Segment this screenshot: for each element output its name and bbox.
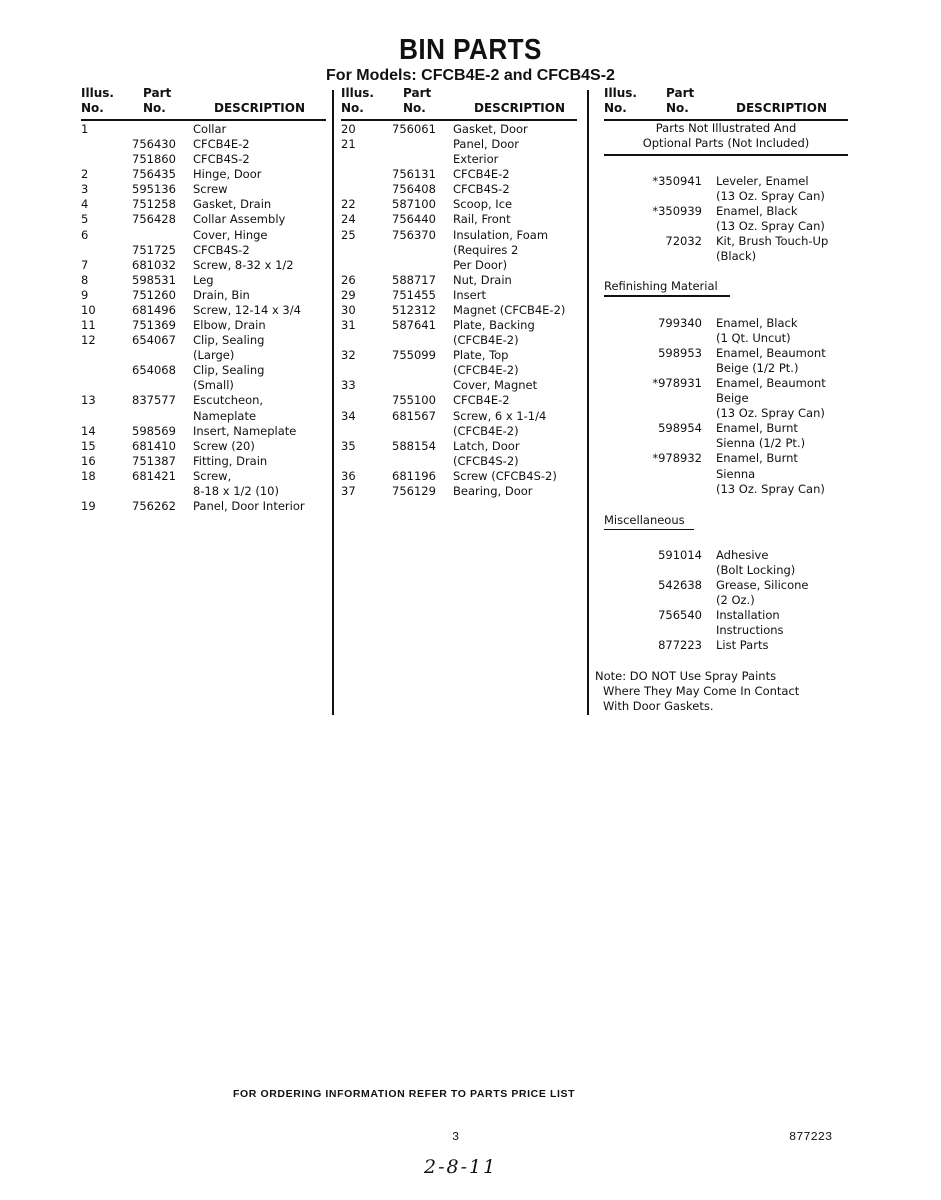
- illus-number: 14: [81, 423, 96, 438]
- parts-row: [341, 122, 577, 137]
- header-illus-no: No.: [341, 101, 364, 115]
- parts-row: [604, 249, 848, 264]
- header-part-no: No.: [143, 101, 166, 115]
- part-description: (13 Oz. Spray Can): [716, 189, 825, 204]
- header-illus: Illus.: [604, 86, 637, 100]
- header-illus: Illus.: [81, 86, 114, 100]
- header-illus-no: No.: [604, 101, 627, 115]
- document-number: 877223: [789, 1130, 833, 1144]
- ordering-info-footer: FOR ORDERING INFORMATION REFER TO PARTS PRICE LIST: [233, 1088, 576, 1100]
- part-description: CFCB4S-2: [193, 242, 250, 257]
- part-number: 756370: [392, 227, 436, 242]
- part-number: *350939: [652, 204, 702, 219]
- part-number: 598569: [132, 423, 176, 438]
- part-description: Fitting, Drain: [193, 453, 268, 468]
- part-number: 756428: [132, 212, 176, 227]
- parts-row: [604, 548, 848, 563]
- parts-row: [341, 137, 577, 152]
- part-description: (CFCB4S-2): [453, 453, 519, 468]
- part-description: Nameplate: [193, 408, 257, 423]
- part-description: Panel, Door: [453, 137, 519, 152]
- part-description: Collar: [193, 122, 227, 136]
- parts-row: [81, 393, 326, 408]
- part-number: 681196: [392, 468, 436, 483]
- part-description: Escutcheon,: [193, 393, 264, 408]
- parts-row: [604, 174, 848, 189]
- part-number: 751260: [132, 287, 176, 302]
- part-description: Screw,: [193, 468, 232, 483]
- part-number: 755099: [392, 348, 436, 363]
- part-number: 681410: [132, 438, 176, 453]
- part-description: (CFCB4E-2): [453, 333, 519, 348]
- illus-number: 29: [341, 287, 356, 302]
- illus-number: 3: [81, 182, 89, 197]
- part-number: 595136: [132, 182, 176, 197]
- parts-row: [604, 608, 848, 623]
- part-description: Scoop, Ice: [453, 197, 513, 212]
- part-description: Clip, Sealing: [193, 333, 265, 348]
- page-title: BIN PARTS: [399, 34, 542, 66]
- part-number: 512312: [392, 302, 436, 317]
- part-description: CFCB4S-2: [193, 152, 250, 167]
- part-description: Leveler, Enamel: [716, 174, 809, 188]
- part-number: 756131: [392, 167, 436, 182]
- parts-row: [604, 391, 848, 406]
- part-description: Plate, Backing: [453, 318, 535, 333]
- part-description: Exterior: [453, 152, 499, 167]
- parts-row: [81, 258, 326, 273]
- header-part-no: No.: [666, 101, 689, 115]
- note-line: Where They May Come In Contact: [603, 684, 800, 698]
- part-description: (CFCB4E-2): [453, 363, 519, 378]
- part-description: (Requires 2: [453, 242, 519, 257]
- parts-row: [604, 578, 848, 593]
- illus-number: 21: [341, 137, 356, 152]
- parts-row: [604, 593, 848, 608]
- part-number: 598953: [658, 346, 702, 361]
- part-description: Instructions: [716, 623, 784, 638]
- part-number: 751725: [132, 242, 176, 257]
- illus-number: 9: [81, 287, 89, 302]
- part-description: CFCB4E-2: [193, 137, 250, 152]
- part-number: 598531: [132, 272, 176, 287]
- part-description: Per Door): [453, 257, 508, 272]
- parts-row: [341, 182, 577, 197]
- parts-row: [604, 623, 848, 638]
- parts-row: [81, 228, 326, 243]
- part-description: Grease, Silicone: [716, 578, 809, 593]
- part-description: Screw, 12-14 x 3/4: [193, 302, 301, 317]
- parts-row: [604, 219, 848, 234]
- parts-row: [604, 376, 848, 391]
- part-description: Sienna: [716, 466, 756, 481]
- parts-row: [81, 348, 326, 363]
- part-description: Screw, 6 x 1-1/4: [453, 408, 547, 423]
- part-description: Panel, Door Interior: [193, 499, 305, 513]
- parts-row: [341, 258, 577, 273]
- part-number: 751860: [132, 152, 176, 167]
- part-description: Drain, Bin: [193, 287, 250, 302]
- parts-row: [341, 333, 577, 348]
- part-description: (13 Oz. Spray Can): [716, 219, 825, 234]
- part-description: Leg: [193, 272, 214, 287]
- header-part: Part: [143, 86, 172, 100]
- illus-number: 33: [341, 378, 356, 393]
- part-number: 542638: [658, 578, 702, 593]
- part-description: 8-18 x 1/2 (10): [193, 483, 279, 498]
- parts-row: [604, 563, 848, 578]
- illus-number: 12: [81, 333, 96, 348]
- parts-row: [81, 182, 326, 197]
- parts-row: [81, 273, 326, 288]
- illus-number: 15: [81, 438, 96, 453]
- parts-row: [81, 303, 326, 318]
- illus-number: 31: [341, 318, 356, 333]
- part-number: 587100: [392, 197, 436, 212]
- illus-number: 6: [81, 227, 89, 242]
- illus-number: 8: [81, 272, 89, 287]
- part-number: 588154: [392, 438, 436, 453]
- part-description: Beige (1/2 Pt.): [716, 361, 799, 376]
- part-description: Installation: [716, 608, 780, 623]
- part-number: 756440: [392, 212, 436, 227]
- part-description: Cover, Magnet: [453, 378, 538, 393]
- section-note-not-illustrated: [604, 121, 848, 151]
- miscellaneous-label: Miscellaneous: [604, 513, 685, 527]
- parts-row: [604, 451, 848, 466]
- part-description: Hinge, Door: [193, 167, 262, 182]
- parts-row: [341, 318, 577, 333]
- note-line: Note: DO NOT Use Spray Paints: [595, 669, 777, 683]
- parts-row: [341, 424, 577, 439]
- part-description: Gasket, Drain: [193, 197, 272, 212]
- part-description: Screw: [193, 182, 228, 197]
- parts-row: [81, 243, 326, 258]
- part-number: 756262: [132, 499, 176, 513]
- column-header: [341, 86, 577, 120]
- part-description: (1 Qt. Uncut): [716, 331, 791, 346]
- parts-row: [341, 243, 577, 258]
- header-part: Part: [403, 86, 432, 100]
- column-header: [81, 86, 326, 120]
- illus-number: 22: [341, 197, 356, 212]
- part-number: 837577: [132, 393, 176, 408]
- parts-row: [81, 288, 326, 303]
- part-number: 681567: [392, 408, 436, 423]
- part-number: *350941: [652, 174, 702, 188]
- part-description: Plate, Top: [453, 348, 509, 363]
- illus-number: 35: [341, 438, 356, 453]
- header-description: DESCRIPTION: [736, 101, 828, 115]
- part-number: 588717: [392, 272, 436, 287]
- illus-number: 36: [341, 468, 356, 483]
- part-description: Magnet (CFCB4E-2): [453, 302, 566, 317]
- part-description: Rail, Front: [453, 212, 511, 227]
- part-description: Screw, 8-32 x 1/2: [193, 257, 294, 272]
- parts-row: [81, 469, 326, 484]
- parts-row: [81, 167, 326, 182]
- parts-row: [341, 363, 577, 378]
- part-description: Screw (20): [193, 438, 255, 453]
- column-2: [341, 86, 577, 498]
- illus-number: 10: [81, 302, 96, 317]
- part-number: 755100: [392, 393, 436, 408]
- parts-row: [341, 212, 577, 227]
- part-description: Gasket, Door: [453, 122, 528, 136]
- part-description: Enamel, Black: [716, 204, 798, 219]
- parts-row: [341, 348, 577, 363]
- part-number: 598954: [658, 421, 702, 436]
- part-description: Enamel, Burnt: [716, 421, 798, 436]
- part-description: CFCB4S-2: [453, 182, 510, 197]
- part-description: Enamel, Burnt: [716, 451, 798, 466]
- illus-number: 5: [81, 212, 89, 227]
- illus-number: 19: [81, 499, 96, 513]
- part-description: Enamel, Black: [716, 316, 798, 330]
- part-number: 654067: [132, 333, 176, 348]
- parts-row: [341, 167, 577, 182]
- section-rule: [604, 154, 848, 156]
- spray-paint-note: [595, 669, 799, 714]
- parts-row: [81, 212, 326, 227]
- parts-row: [604, 331, 848, 346]
- parts-row: [604, 204, 848, 219]
- column-divider: [332, 90, 334, 715]
- parts-row: [341, 273, 577, 288]
- parts-row: [604, 482, 848, 497]
- parts-row: [81, 197, 326, 212]
- part-description: Clip, Sealing: [193, 363, 265, 378]
- illus-number: 4: [81, 197, 89, 212]
- parts-row: [341, 439, 577, 454]
- header-illus-no: No.: [81, 101, 104, 115]
- part-description: Screw (CFCB4S-2): [453, 468, 557, 483]
- part-description: (Black): [716, 249, 757, 264]
- parts-row: [341, 228, 577, 243]
- parts-row: [341, 484, 577, 499]
- part-description: Elbow, Drain: [193, 318, 266, 333]
- header-part-no: No.: [403, 101, 426, 115]
- part-description: Kit, Brush Touch-Up: [716, 234, 829, 249]
- illus-number: 25: [341, 227, 356, 242]
- part-description: Beige: [716, 391, 749, 406]
- part-number: 681421: [132, 468, 176, 483]
- header-part: Part: [666, 86, 695, 100]
- part-number: 681496: [132, 302, 176, 317]
- part-description: Enamel, Beaumont: [716, 346, 826, 361]
- header-rule: [81, 119, 326, 121]
- part-number: 591014: [658, 548, 702, 562]
- part-description: (Bolt Locking): [716, 563, 796, 578]
- illus-number: 32: [341, 348, 356, 363]
- refinishing-label: Refinishing Material: [604, 279, 718, 293]
- parts-row: [604, 361, 848, 376]
- parts-row: [81, 424, 326, 439]
- part-number: 751455: [392, 287, 436, 302]
- section-note-line: Optional Parts (Not Included): [642, 136, 810, 150]
- part-number: 799340: [658, 316, 702, 330]
- parts-row: [604, 316, 848, 331]
- parts-row: [604, 234, 848, 249]
- parts-row: [604, 189, 848, 204]
- part-number: *978931: [652, 376, 702, 391]
- parts-row: [341, 288, 577, 303]
- illus-number: 11: [81, 318, 96, 333]
- parts-row: [604, 467, 848, 482]
- part-description: Insulation, Foam: [453, 227, 549, 242]
- part-description: Cover, Hinge: [193, 227, 268, 242]
- parts-row: [81, 122, 326, 137]
- parts-row: [81, 499, 326, 514]
- column-divider: [587, 90, 589, 715]
- parts-row: [81, 454, 326, 469]
- column-1: [81, 86, 326, 513]
- parts-row: [81, 318, 326, 333]
- part-description: List Parts: [716, 638, 769, 653]
- parts-row: [81, 484, 326, 499]
- part-description: Bearing, Door: [453, 483, 533, 498]
- header-description: DESCRIPTION: [474, 101, 566, 115]
- illus-number: 7: [81, 257, 89, 272]
- part-number: 756430: [132, 137, 176, 152]
- illus-number: 34: [341, 408, 356, 423]
- part-number: 751387: [132, 453, 176, 468]
- part-number: 751258: [132, 197, 176, 212]
- illus-number: 2: [81, 167, 89, 182]
- illus-number: 1: [81, 122, 89, 136]
- part-number: 72032: [665, 234, 702, 249]
- part-number: 756061: [392, 122, 436, 136]
- parts-row: [81, 137, 326, 152]
- part-description: Sienna (1/2 Pt.): [716, 436, 806, 451]
- illus-number: 20: [341, 122, 356, 136]
- note-line: With Door Gaskets.: [603, 699, 714, 713]
- part-description: Latch, Door: [453, 438, 520, 453]
- part-description: (2 Oz.): [716, 593, 755, 608]
- part-number: 877223: [658, 638, 702, 653]
- part-description: CFCB4E-2: [453, 393, 510, 408]
- parts-row: [341, 409, 577, 424]
- parts-row: [81, 439, 326, 454]
- page-subtitle: For Models: CFCB4E-2 and CFCB4S-2: [326, 67, 615, 84]
- parts-row: [81, 363, 326, 378]
- column-header: [604, 86, 848, 120]
- parts-row: [341, 152, 577, 167]
- parts-row: [604, 436, 848, 451]
- header-rule: [341, 119, 577, 121]
- header-illus: Illus.: [341, 86, 374, 100]
- page-number: 3: [452, 1130, 460, 1144]
- part-number: 756540: [658, 608, 702, 623]
- part-number: 756129: [392, 483, 436, 498]
- parts-row: [81, 409, 326, 424]
- illus-number: 26: [341, 272, 356, 287]
- part-number: 751369: [132, 318, 176, 333]
- parts-row: [341, 454, 577, 469]
- parts-row: [81, 152, 326, 167]
- parts-row: [604, 421, 848, 436]
- part-description: (13 Oz. Spray Can): [716, 481, 825, 496]
- parts-row: [341, 469, 577, 484]
- illus-number: 37: [341, 483, 356, 498]
- part-number: 756435: [132, 167, 176, 182]
- part-description: Nut, Drain: [453, 272, 512, 287]
- parts-row: [81, 378, 326, 393]
- refinishing-rule: [604, 295, 730, 297]
- parts-row: [341, 303, 577, 318]
- part-number: *978932: [652, 451, 702, 466]
- part-description: Adhesive: [716, 548, 769, 562]
- miscellaneous-rule: [604, 529, 694, 530]
- part-description: (CFCB4E-2): [453, 423, 519, 438]
- illus-number: 24: [341, 212, 356, 227]
- parts-row: [341, 378, 577, 393]
- part-number: 654068: [132, 363, 176, 378]
- parts-row: [341, 393, 577, 408]
- part-number: 756408: [392, 182, 436, 197]
- part-description: (Small): [193, 378, 234, 393]
- header-description: DESCRIPTION: [214, 101, 306, 115]
- part-description: Enamel, Beaumont: [716, 376, 826, 391]
- part-description: Collar Assembly: [193, 212, 286, 227]
- parts-row: [81, 333, 326, 348]
- part-number: 587641: [392, 318, 436, 333]
- parts-row: [604, 406, 848, 421]
- illus-number: 18: [81, 468, 96, 483]
- section-note-line: Parts Not Illustrated And: [655, 121, 797, 135]
- part-description: Insert, Nameplate: [193, 423, 297, 438]
- part-number: 681032: [132, 257, 176, 272]
- parts-row: [604, 346, 848, 361]
- handwritten-date: 2-8-11: [424, 1156, 498, 1178]
- parts-row: [604, 638, 848, 653]
- parts-row: [341, 197, 577, 212]
- illus-number: 30: [341, 302, 356, 317]
- part-description: Insert: [453, 287, 486, 302]
- part-description: (13 Oz. Spray Can): [716, 406, 825, 421]
- part-description: (Large): [193, 348, 235, 363]
- illus-number: 16: [81, 453, 96, 468]
- illus-number: 13: [81, 393, 96, 408]
- column-3: [595, 86, 848, 713]
- part-description: CFCB4E-2: [453, 167, 510, 182]
